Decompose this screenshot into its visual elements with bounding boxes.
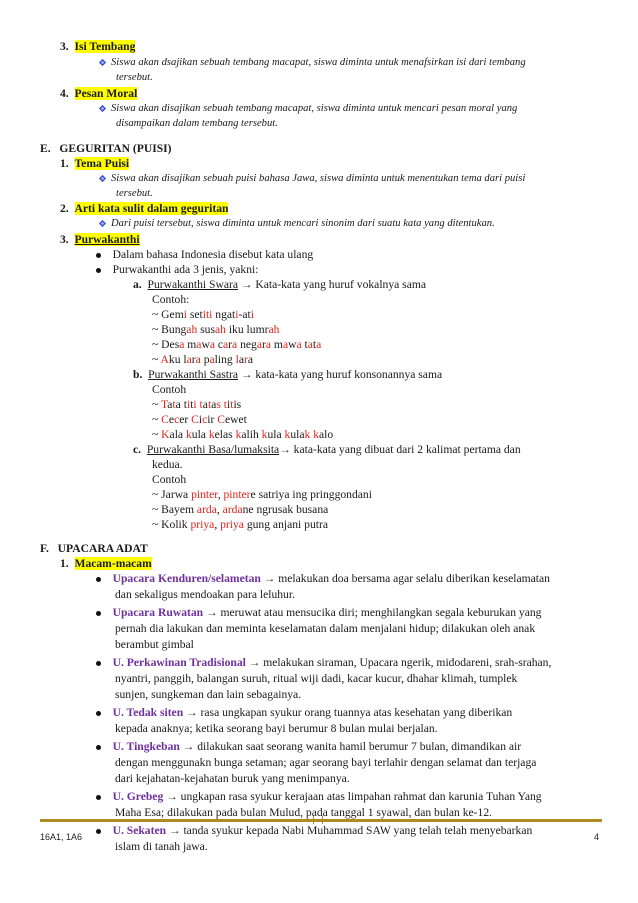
upacara-item-continued — [115, 721, 438, 736]
example-text: ~ Bayem — [152, 503, 197, 516]
highlighted-letters: a — [179, 338, 185, 351]
example-text: ~ Des — [152, 338, 180, 351]
example-text: w — [201, 338, 210, 351]
right-arrow-icon: → — [179, 740, 195, 753]
example-text: a — [167, 398, 173, 411]
bullet-icon — [96, 253, 101, 258]
footer-left: 16A1, 1A6 — [40, 832, 83, 842]
example-text: is — [233, 398, 242, 411]
highlighted-letters: i — [250, 308, 254, 321]
subitem-sastra: b. Purwakanthi Sastra → kata-kata yang huruf konsonannya sama — [133, 368, 443, 381]
item-isi-tembang — [60, 39, 135, 54]
example-text: t — [190, 398, 194, 411]
highlighted-letters: pinter — [191, 488, 218, 501]
right-arrow-icon: → — [183, 706, 198, 719]
example-text: e — [168, 413, 175, 426]
highlighted-letters: a — [256, 338, 262, 351]
highlighted-letters: c — [174, 413, 180, 426]
highlighted-letters: a — [296, 338, 302, 351]
upacara-desc: ungkapan rasa syukur kerajaan atas limpahan rahmat dan karunia Tuhan Yang — [177, 790, 542, 803]
section-heading-f: F. UPACARA ADAT — [40, 542, 148, 555]
example-text: ula — [191, 428, 209, 441]
highlighted-letters: T — [160, 398, 168, 411]
upacara-desc: pernah dia lakukan dan meminta keselamatan dalam menjalani hidup; dilakukan oleh anak — [115, 622, 536, 635]
example-text: ewet — [224, 413, 247, 426]
example-text: ~ — [152, 353, 161, 366]
upacara-item — [96, 823, 532, 838]
highlighted-letters: A — [160, 353, 169, 366]
item-arti-kata: 2. Arti kata sulit dalam geguritan — [60, 202, 229, 215]
right-arrow-icon: → — [203, 606, 218, 619]
upacara-desc: dengan menggunakn bunga setaman; agar seorang bayi terlahir dengan selamat dan terjaga — [115, 756, 537, 769]
upacara-name: U. Tedak siten — [112, 706, 184, 719]
footer-mark — [313, 816, 323, 824]
upacara-item — [96, 571, 550, 586]
highlighted-letters: a — [209, 353, 215, 366]
example-text: er — [179, 413, 192, 426]
upacara-name: Upacara Ruwatan — [112, 606, 204, 619]
example-text: r — [191, 353, 196, 366]
example-line — [152, 412, 247, 427]
highlighted-letters: i — [183, 308, 187, 321]
contoh-label: Contoh: — [152, 293, 190, 306]
example-text: a — [202, 398, 208, 411]
example-text: e satriya ing pringgondani — [250, 488, 372, 501]
highlighted-letters: s — [216, 398, 221, 411]
upacara-desc: sunjen, sungkeman dan lain sebagainya. — [115, 688, 302, 701]
example-text: i — [226, 398, 231, 411]
upacara-desc: dilakukan saat seorang wanita hamil berumur 7 bulan, dimandikan air — [194, 740, 522, 753]
highlighted-letters: k — [304, 428, 311, 441]
bullet-line: Purwakanthi ada 3 jenis, yakni: — [96, 262, 258, 277]
upacara-item-continued — [115, 755, 536, 770]
bullet-icon — [96, 611, 101, 616]
upacara-desc: dan sekaligus mendoakan para leluhur. — [115, 588, 295, 601]
upacara-name: U. Sekaten — [112, 824, 167, 837]
upacara-item — [96, 655, 551, 670]
arrow-bullet-icon — [98, 104, 107, 113]
upacara-name: Upacara Kenduren/selametan — [112, 572, 261, 585]
page-number: 4 — [594, 832, 600, 842]
highlighted-letters: r — [244, 353, 248, 366]
example-text: ~ Jarwa — [152, 488, 192, 501]
example-text: alih — [241, 428, 262, 441]
upacara-desc: tanda syukur kepada Nabi Muhammad SAW yang telah telah menyebarkan — [180, 824, 533, 837]
highlighted-letters: arda — [196, 503, 217, 516]
item-title: Isi Tembang — [74, 40, 136, 53]
upacara-item — [96, 789, 542, 804]
arrow-bullet-icon — [98, 58, 107, 67]
desc-line: Dari puisi tersebut, siswa diminta untuk mencari sinonim dari suatu kata yang ditentukan. — [98, 216, 495, 231]
bullet-icon — [96, 745, 101, 750]
highlighted-letters: i — [193, 398, 197, 411]
highlighted-letters: arda — [222, 503, 243, 516]
upacara-desc: kepada anaknya; ketika seorang bayi berumur 8 bulan mulai berjalan. — [115, 722, 438, 735]
example-line — [152, 352, 253, 367]
highlighted-letters: a — [196, 338, 202, 351]
example-text: -at — [238, 308, 251, 321]
subitem-basa: c. Purwakanthi Basa/lumaksita→ kata-kata yang dibuat dari 2 kalimat pertama dan — [133, 443, 521, 456]
upacara-desc: nyantri, panggih, balangan suruh, ritual wiji dadi, kacar kucur, dhahar klimah, tumplek — [115, 672, 518, 685]
example-text: a — [175, 398, 181, 411]
upacara-item — [96, 705, 512, 720]
highlighted-letters: a — [265, 338, 272, 351]
example-text: , — [214, 518, 221, 531]
example-text: ~ Bung — [152, 323, 187, 336]
section-heading-e: E. GEGURITAN (PUISI) — [40, 142, 172, 155]
example-text: ngat — [212, 308, 236, 321]
upacara-name: U. Grebeg — [112, 790, 164, 803]
highlighted-letters: a — [209, 338, 215, 351]
upacara-desc: meruwat atau mensucika diri; menghilangkan segala keburukan yang — [217, 606, 542, 619]
upacara-desc: melakukan siraman, Upacara ngerik, midodareni, srah-srahan, — [260, 656, 552, 669]
highlighted-letters: l — [235, 353, 239, 366]
example-text: a — [211, 398, 217, 411]
desc-line: Siswa akan disajikan sebuah tembang macapat, siswa diminta untuk mencari pesan moral yang — [98, 101, 517, 116]
example-text: c — [214, 338, 224, 351]
example-text: a — [238, 353, 244, 366]
highlighted-letters: t — [230, 398, 234, 411]
highlighted-letters: C — [191, 413, 199, 426]
example-text: ~ — [152, 398, 161, 411]
right-arrow-icon: → — [245, 656, 261, 669]
example-text: ula — [290, 428, 305, 441]
highlighted-letters: ah — [268, 323, 280, 336]
upacara-item-continued — [115, 687, 301, 702]
upacara-item-continued — [115, 637, 194, 652]
example-text: neg — [237, 338, 257, 351]
right-arrow-icon: → — [240, 278, 253, 291]
bullet-icon — [96, 268, 101, 273]
highlighted-letters: ah — [186, 323, 198, 336]
example-text: ~ — [152, 428, 162, 441]
right-arrow-icon: → — [163, 790, 178, 803]
highlighted-letters: k — [185, 428, 192, 441]
highlighted-letters: a — [282, 338, 289, 351]
highlighted-letters: k — [208, 428, 215, 441]
right-arrow-icon: → — [260, 572, 276, 585]
highlighted-letters: a — [186, 353, 192, 366]
example-line — [152, 307, 254, 322]
example-text: ling — [214, 353, 236, 366]
example-line — [152, 517, 328, 532]
highlighted-letters: t — [223, 398, 227, 411]
example-text: iku lumr — [225, 323, 269, 336]
bullet-line: Dalam bahasa Indonesia disebut kata ulang — [96, 247, 313, 262]
item-macam-macam: 1. Macam-macam — [60, 557, 152, 570]
highlighted-letters: a — [232, 338, 238, 351]
highlighted-letters: t — [199, 398, 203, 411]
highlighted-letters: a — [195, 353, 201, 366]
highlighted-letters: c — [202, 413, 208, 426]
item-pesan-moral: 4. Pesan Moral — [60, 87, 138, 100]
item-number: 3. — [60, 40, 69, 53]
upacara-item-continued — [115, 771, 350, 786]
upacara-item-continued — [115, 587, 295, 602]
example-line — [152, 487, 372, 502]
example-text: t — [301, 338, 308, 351]
highlighted-letters: a — [316, 338, 322, 351]
example-text: alo — [318, 428, 334, 441]
example-text: , — [216, 503, 223, 516]
bullet-icon — [96, 829, 101, 834]
example-text: set — [186, 308, 203, 321]
example-text: m — [184, 338, 197, 351]
highlighted-letters: t — [207, 398, 212, 411]
highlighted-letters: ah — [214, 323, 226, 336]
desc-line: tersebut. — [116, 188, 153, 199]
highlighted-letters: iti — [202, 308, 213, 321]
upacara-desc: Maha Esa; dilakukan pada bulan Mulud, pada tanggal 1 syawal, dan bulan ke-12. — [115, 806, 493, 819]
highlighted-letters: k — [235, 428, 242, 441]
example-line — [152, 502, 328, 517]
upacara-item-continued — [115, 671, 517, 686]
example-text: a — [247, 353, 254, 366]
example-text: r — [262, 338, 266, 351]
highlighted-letters: a — [307, 338, 313, 351]
example-text: r — [228, 338, 233, 351]
example-text: ~ Gem — [152, 308, 184, 321]
example-text: t — [312, 338, 317, 351]
desc-line: Siswa akan dsajikan sebuah tembang macapat, siswa diminta untuk menafsirkan isi dari tembang — [98, 55, 526, 70]
example-text: ~ Kolik — [152, 518, 191, 531]
desc-line: tersebut. — [116, 72, 153, 83]
bullet-icon — [96, 577, 101, 582]
example-text: p — [200, 353, 210, 366]
upacara-name: U. Tingkeban — [112, 740, 180, 753]
bullet-icon — [96, 711, 101, 716]
example-text: ula — [267, 428, 285, 441]
example-line — [152, 427, 333, 442]
desc-line: Siswa akan disajikan sebuah puisi bahasa Jawa, siswa diminta untuk menentukan tema dari puisi — [98, 171, 525, 186]
upacara-desc: melakukan doa bersama agar selalu diberikan keselamatan — [275, 572, 550, 585]
example-line — [152, 322, 279, 337]
right-arrow-icon: → — [279, 443, 291, 456]
right-arrow-icon: → — [240, 368, 253, 381]
contoh-label: Contoh — [152, 383, 187, 396]
arrow-bullet-icon — [98, 174, 107, 183]
example-text: m — [271, 338, 283, 351]
highlighted-letters: i — [186, 398, 191, 411]
highlighted-letters: priya — [220, 518, 244, 531]
item-purwakanthi: 3. Purwakanthi — [60, 233, 140, 246]
example-text: w — [288, 338, 297, 351]
example-text: ku l — [168, 353, 187, 366]
example-text: ala — [169, 428, 186, 441]
example-text: sus — [197, 323, 215, 336]
highlighted-letters: i — [235, 308, 239, 321]
example-line — [152, 337, 321, 352]
highlighted-letters: k — [284, 428, 291, 441]
item-tema-puisi: 1. Tema Puisi — [60, 157, 130, 170]
example-line — [152, 397, 241, 412]
contoh-label: Contoh — [152, 473, 187, 486]
example-text: elas — [214, 428, 236, 441]
highlighted-letters: priya — [190, 518, 215, 531]
highlighted-letters: K — [161, 428, 170, 441]
desc-line: disampaikan dalam tembang tersebut. — [116, 118, 278, 129]
example-text: ir — [207, 413, 218, 426]
example-text: ne ngrusak busana — [242, 503, 329, 516]
subitem-swara: a. Purwakanthi Swara → Kata-kata yang huruf vokalnya sama — [133, 278, 427, 291]
upacara-desc: islam di tanah jawa. — [115, 840, 208, 853]
example-text: , — [217, 488, 224, 501]
upacara-name: U. Perkawinan Tradisional — [112, 656, 246, 669]
upacara-item — [96, 605, 541, 620]
highlighted-letters: pinter — [223, 488, 251, 501]
upacara-item-continued — [115, 621, 535, 636]
upacara-desc: rasa ungkapan syukur orang tuannya atas kesehatan yang diberikan — [197, 706, 513, 719]
bullet-icon — [96, 795, 101, 800]
arrow-bullet-icon — [98, 219, 107, 228]
bullet-icon — [96, 661, 101, 666]
highlighted-letters: a — [223, 338, 229, 351]
highlighted-letters: C — [217, 413, 225, 426]
desc-line: kedua. — [152, 458, 183, 471]
example-text: i — [198, 413, 203, 426]
example-text: gung anjani putra — [243, 518, 328, 531]
example-text: ~ — [152, 413, 162, 426]
highlighted-letters: k — [313, 428, 319, 441]
highlighted-letters: k — [261, 428, 268, 441]
right-arrow-icon: → — [166, 824, 181, 837]
highlighted-letters: C — [161, 413, 169, 426]
upacara-item-continued — [115, 805, 492, 820]
upacara-item — [96, 739, 521, 754]
highlighted-letters: t — [172, 398, 176, 411]
upacara-desc: dari kejahatan-kejahatan buruk yang menimpanya. — [115, 772, 350, 785]
example-text: t — [183, 398, 187, 411]
upacara-desc: berambut gimbal — [115, 638, 194, 651]
upacara-item-continued — [115, 839, 208, 854]
